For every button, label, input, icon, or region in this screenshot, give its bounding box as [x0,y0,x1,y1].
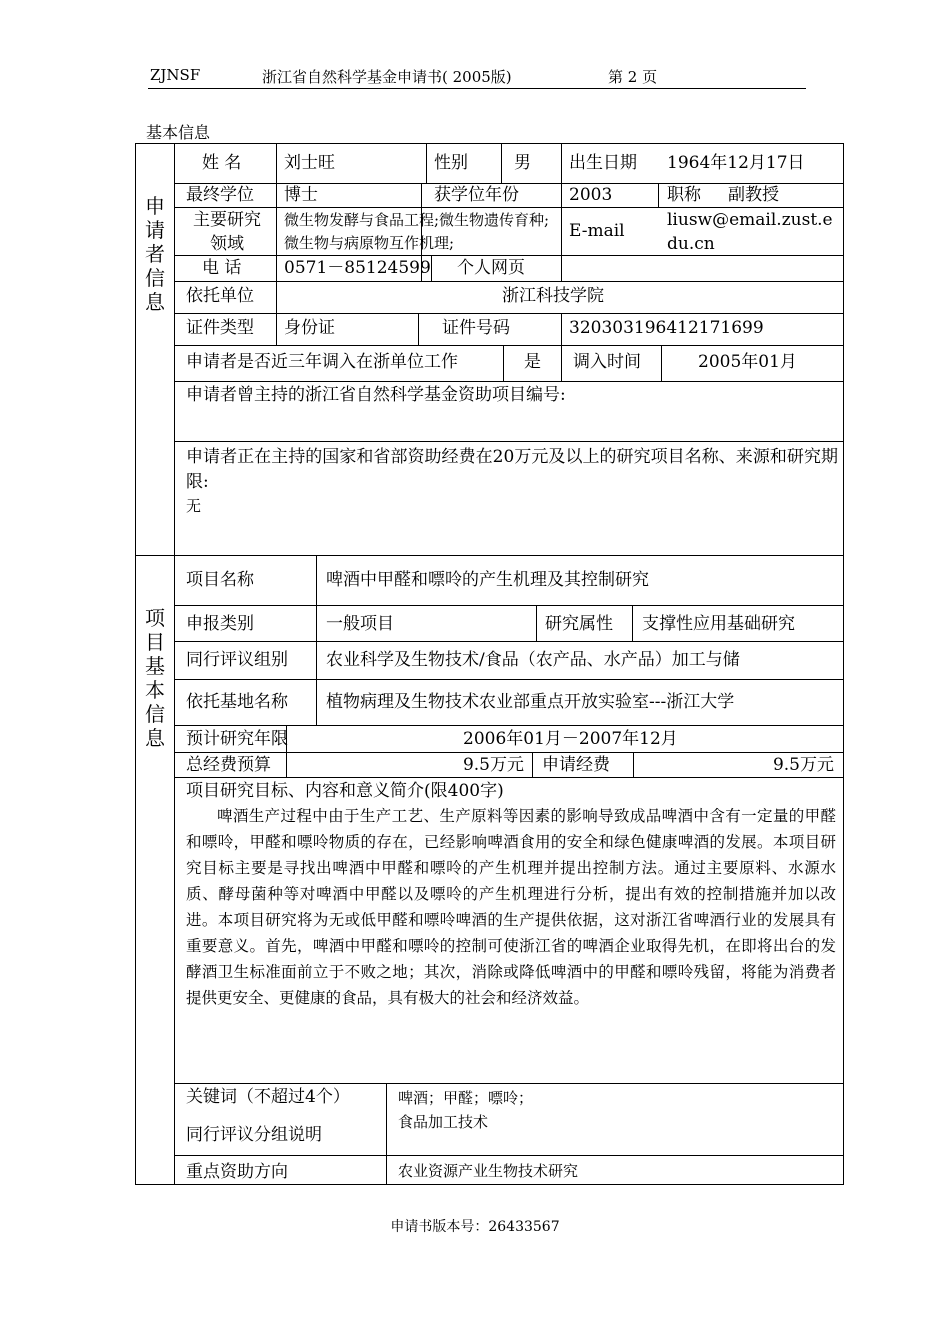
header-code: ZJNSF [150,66,201,84]
homepage-label: 个人网页 [457,258,525,278]
total-budget-label: 总经费预算 [186,755,271,775]
transfer-time-label: 调入时间 [573,352,641,372]
birth-label: 出生日期 [569,153,637,173]
summary-text: 啤酒生产过程中由于生产工艺、生产原料等因素的影响导致成品啤酒中含有一定量的甲醛和嘌呤，甲醛和嘌呤物质的存在，已经影响啤酒食用的安全和绿色健康啤酒的发展。本项目研究目标主要是寻找出啤酒中甲醛和嘌呤的产生机理并提出控制方法。通过主要原料、水源水质、酵母菌种等对啤酒中甲醛以及嘌呤的产生机理进行分析，提出有效的控制措施并加以改进。本项目研究将为无或低甲醛和嘌呤啤酒的生产提供依据，这对浙江省啤酒行业的发展具有重要意义。首先，啤酒中甲醛和嘌呤的控制可使浙江省的啤酒企业取得先机，在即将出台的发酵酒卫生标准面前立于不败之地；其次，消除或降低啤酒中的甲醛和嘌呤残留，将能为消费者提供更安全、更健康的食品，具有极大的社会和经济效益。 [186,807,836,1007]
id-type-label: 证件类型 [186,318,254,338]
degree-value: 博士 [284,185,318,205]
header-title: 浙江省自然科学基金申请书( 2005版) [262,68,512,86]
id-number-value: 320303196412171699 [569,318,764,338]
email-value: liusw@email.zust.edu.cn [667,210,833,254]
gender-value: 男 [514,153,531,173]
project-name-value: 啤酒中甲醛和嘌呤的产生机理及其控制研究 [326,570,649,590]
apply-type-label: 申报类别 [186,614,254,634]
group-desc-value: 食品加工技术 [398,1113,489,1131]
gender-label: 性别 [434,153,468,173]
keywords-value: 啤酒；甲醛；嘌呤； [398,1089,534,1107]
id-number-label: 证件号码 [442,318,510,338]
field-label: 主要研究领域 [193,210,261,254]
current-projects-label: 申请者正在主持的国家和省部资助经费在20万元及以上的研究项目名称、来源和研究期限: [186,447,838,492]
review-group-value: 农业科学及生物技术/食品（农产品、水产品）加工与储 [326,650,740,670]
project-name-label: 项目名称 [186,570,254,590]
focus-label: 重点资助方向 [186,1162,288,1182]
applicant-section-label: 申请者信息 [145,194,165,314]
phone-label: 电 话 [202,258,242,278]
period-value: 2006年01月－2007年12月 [463,729,678,749]
review-group-label: 同行评议组别 [186,650,288,670]
application-form [135,143,844,1185]
name-label: 姓 名 [202,153,242,173]
transfer-value: 是 [524,352,541,372]
phone-value: 0571－85124599 [284,258,431,278]
unit-value: 浙江科技学院 [502,286,604,306]
research-attr-value: 支撑性应用基础研究 [642,614,795,634]
focus-value: 农业资源产业生物技术研究 [398,1162,579,1180]
id-type-value: 身份证 [284,318,335,338]
email-label: E-mail [569,221,625,241]
degree-year-value: 2003 [569,185,613,205]
apply-budget-value: 9.5万元 [772,755,834,775]
total-budget-value: 9.5万元 [462,755,524,775]
title-value: 副教授 [728,185,779,205]
base-value: 植物病理及生物技术农业部重点开放实验室---浙江大学 [326,692,735,712]
degree-year-label: 获学位年份 [434,185,519,205]
field-value: 微生物发酵与食品工程;微生物遗传育种;微生物与病原物互作机理; [284,211,550,252]
name-value: 刘士旺 [284,153,335,173]
transfer-label: 申请者是否近三年调入在浙单位工作 [186,352,458,372]
group-desc-label: 同行评议分组说明 [186,1125,322,1145]
degree-label: 最终学位 [186,185,254,205]
keywords-label: 关键词（不超过4个） [186,1087,350,1107]
section-title: 基本信息 [146,123,211,142]
unit-label: 依托单位 [186,286,254,306]
base-label: 依托基地名称 [186,692,288,712]
header-page-number: 第 2 页 [608,68,658,86]
project-section-label: 项目基本信息 [145,606,165,750]
transfer-time-value: 2005年01月 [698,352,797,372]
research-attr-label: 研究属性 [545,614,613,634]
current-projects-value: 无 [186,497,202,515]
title-label: 职称 [667,185,701,205]
birth-value: 1964年12月17日 [667,153,805,173]
apply-type-value: 一般项目 [326,614,394,634]
apply-budget-label: 申请经费 [542,755,610,775]
page-header [148,66,806,89]
period-label: 预计研究年限 [186,729,288,749]
version-footer: 申请书版本号：26433567 [390,1219,560,1235]
prev-projects-label: 申请者曾主持的浙江省自然科学基金资助项目编号: [186,385,566,405]
summary-label: 项目研究目标、内容和意义简介(限400字) [186,781,504,801]
